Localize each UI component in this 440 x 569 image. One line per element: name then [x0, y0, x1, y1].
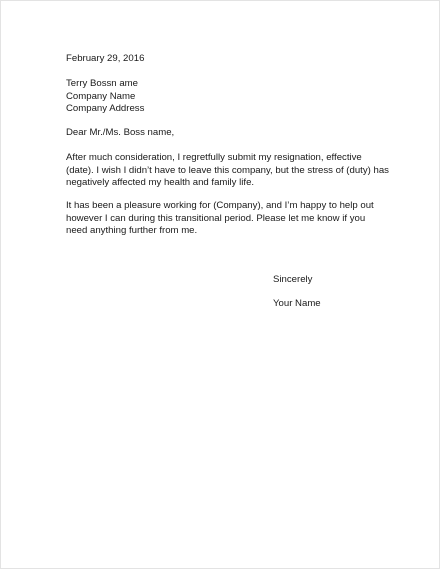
closing: Sincerely — [273, 274, 313, 285]
paragraph-1-line: negatively affected my health and family life. — [66, 177, 255, 189]
paragraph-1 — [66, 152, 396, 190]
signature-name: Your Name — [273, 298, 321, 309]
recipient-block — [66, 78, 396, 116]
paragraph-2 — [66, 200, 396, 238]
recipient-name: Terry Bossn ame — [66, 78, 138, 89]
paragraph-2-line: need anything further from me. — [66, 225, 198, 237]
paragraph-2-line: however I can during this transitional period. Please let me know if you — [66, 212, 366, 224]
paragraph-1-line: After much consideration, I regretfully submit my resignation, effective — [66, 152, 362, 163]
recipient-address: Company Address — [66, 103, 145, 115]
paragraph-1-line: (date). I wish I didn’t have to leave this company, but the stress of (duty) has — [66, 164, 389, 176]
paragraph-2-line: It has been a pleasure working for (Company), and I’m happy to help out — [66, 200, 374, 211]
recipient-company: Company Name — [66, 90, 136, 102]
letter-date: February 29, 2016 — [66, 53, 145, 64]
salutation: Dear Mr./Ms. Boss name, — [66, 127, 175, 138]
